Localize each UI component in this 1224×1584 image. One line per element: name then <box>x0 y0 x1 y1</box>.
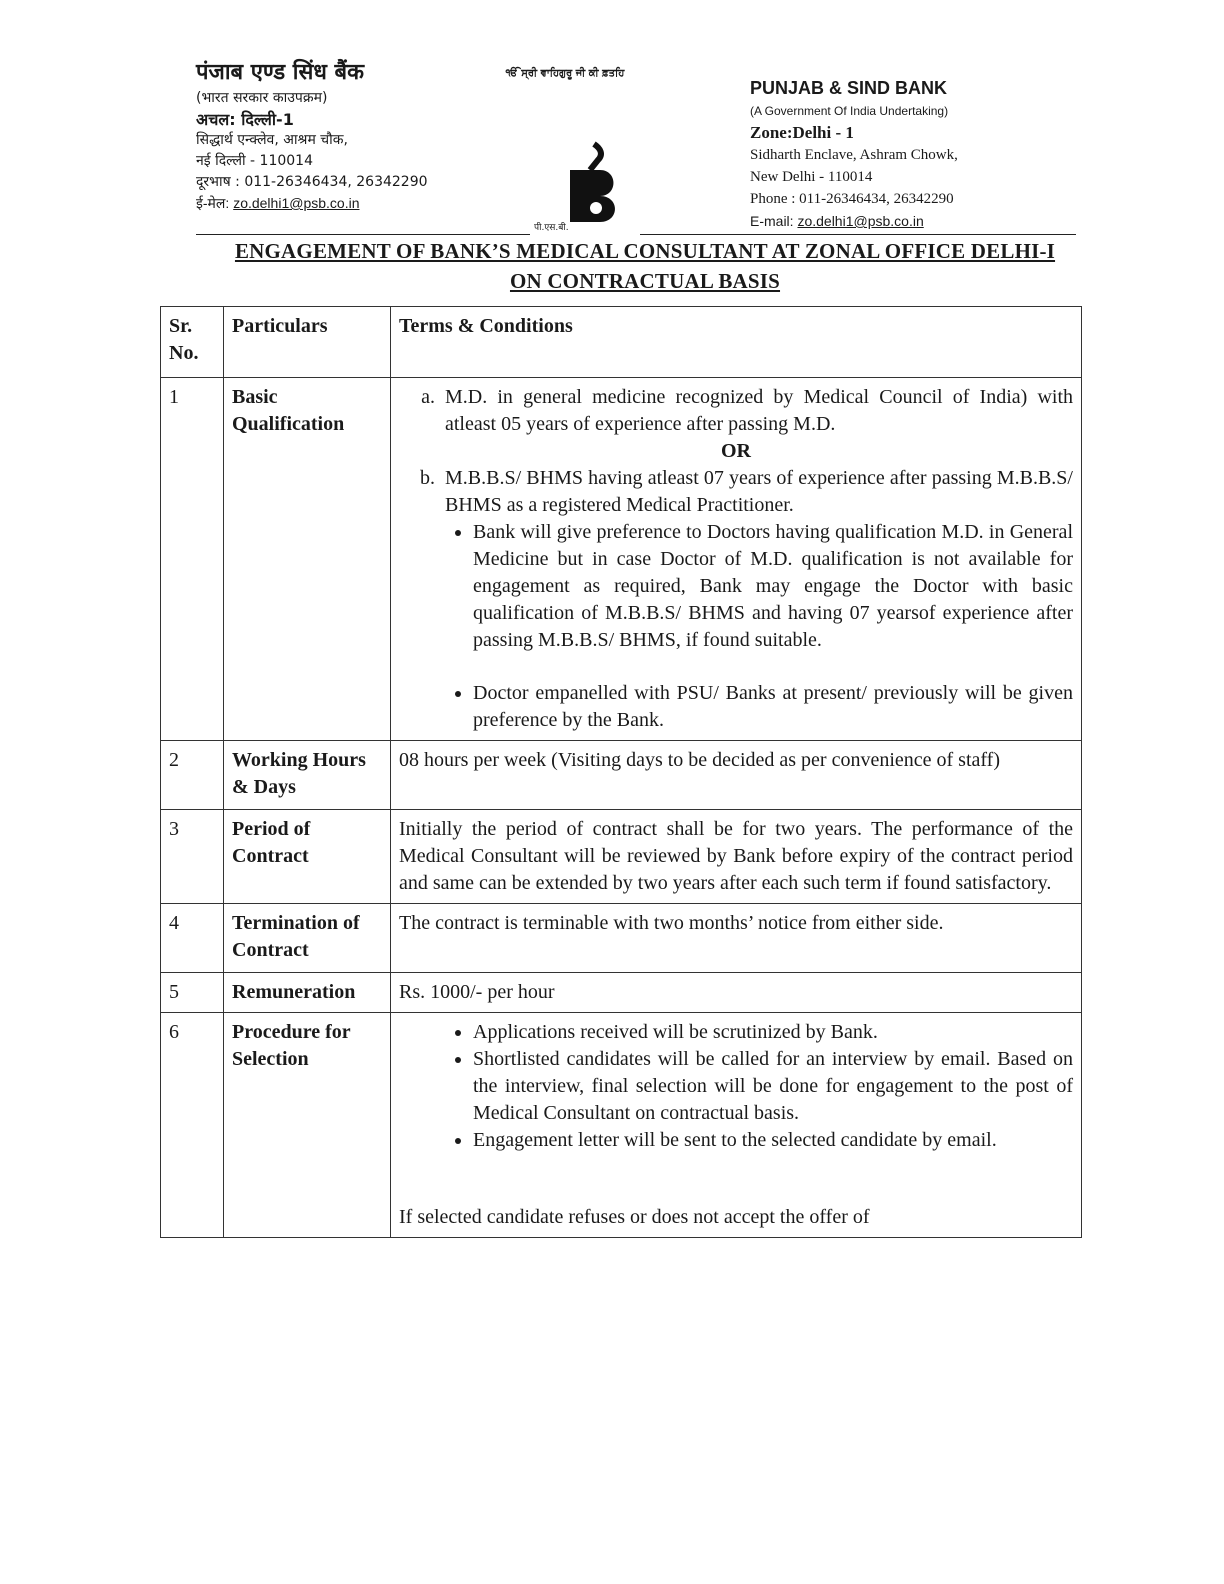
row-particular: Procedure for Selection <box>224 1013 391 1238</box>
bank-logo-area <box>480 68 650 238</box>
phone-english: Phone : 011-26346434, 26342290 <box>750 191 954 207</box>
table-row <box>161 741 1082 810</box>
row-particular: Period of Contract <box>224 810 391 904</box>
table-row <box>161 904 1082 973</box>
row-particular: Remuneration <box>224 973 391 1013</box>
row-sr: 4 <box>161 904 224 973</box>
email-label-english: E-mail: <box>750 213 794 229</box>
govt-undertaking-hindi: (भारत सरकार काउपक्रम) <box>196 90 328 106</box>
zone-hindi: अचल: दिल्ली-1 <box>196 110 294 129</box>
option-a-text: M.D. in general medicine recognized by Medical Council of India) with atleast 05 years of experience after passing M.D. <box>445 386 1073 435</box>
phone-hindi: दूरभाष : 011-26346434, 26342290 <box>196 174 428 190</box>
option-b-text: M.B.B.S/ BHMS having atleast 07 years of experience after passing M.B.B.S/ BHMS as a registered Medical Practitioner. <box>445 467 1073 516</box>
row-particular: Working Hours & Days <box>224 741 391 810</box>
english-address-block <box>750 76 1050 232</box>
row-sr: 1 <box>161 378 224 741</box>
header-rule-left <box>196 234 530 235</box>
email-row-english <box>750 210 1050 232</box>
email-english[interactable]: zo.delhi1@psb.co.in <box>797 213 924 229</box>
qualification-option-a <box>399 384 1073 438</box>
header-terms: Terms & Conditions <box>391 307 1082 378</box>
list-item: • Applications received will be scrutinized by Bank. <box>473 1019 1073 1046</box>
row-terms <box>391 1013 1082 1238</box>
email-label-hindi: ई-मेल: <box>196 195 230 211</box>
table-row <box>161 810 1082 904</box>
row-sr: 3 <box>161 810 224 904</box>
title-line-2: ON CONTRACTUAL BASIS <box>509 269 781 293</box>
or-divider: OR <box>721 440 751 462</box>
preference-notes <box>399 680 1073 734</box>
qualification-option-b <box>399 465 1073 519</box>
row-terms <box>391 378 1082 741</box>
list-item: • Bank will give preference to Doctors having qualification M.D. in General Medicine but in case Doctor of M.D. qualification is not available for engagement as required, Bank may engage the Doctor with basic qualification of M.B.B.S/ BHMS and having 07 yearsof experience after passing M.B.B.S/ BHMS, if found suitable. <box>473 519 1073 654</box>
email-hindi[interactable]: zo.delhi1@psb.co.in <box>233 195 360 211</box>
qualification-notes <box>399 519 1073 654</box>
header-particulars: Particulars <box>224 307 391 378</box>
row-terms: Initially the period of contract shall be for two years. The performance of the Medical Consultant will be reviewed by Bank before expiry of the contract period and same can be extended by two years after each such term if found satisfactory. <box>391 810 1082 904</box>
email-row-hindi <box>196 193 496 214</box>
gurmukhi-tagline: ੴ ਸ੍ਰੀ ਵਾਹਿਗੁਰੂ ਜੀ ਕੀ ਫ਼ਤਹਿ <box>505 68 625 79</box>
row-particular: Termination of Contract <box>224 904 391 973</box>
bank-name-hindi: पंजाब एण्ड सिंध बैंक <box>196 60 365 85</box>
table-row <box>161 1013 1082 1238</box>
address-line1-english: Sidharth Enclave, Ashram Chowk, <box>750 147 958 163</box>
row-sr: 6 <box>161 1013 224 1238</box>
zone-english: Zone:Delhi - 1 <box>750 123 854 142</box>
table-header-row <box>161 307 1082 378</box>
option-b-label: b. <box>420 467 435 489</box>
row-particular: Basic Qualification <box>224 378 391 741</box>
row-sr: 5 <box>161 973 224 1013</box>
address-line2-english: New Delhi - 110014 <box>750 169 873 185</box>
header-sr-no: Sr. No. <box>161 307 224 378</box>
selection-procedure-list <box>399 1019 1073 1154</box>
row-sr: 2 <box>161 741 224 810</box>
title-line-1: ENGAGEMENT OF BANK’S MEDICAL CONSULTANT AT ZONAL OFFICE DELHI-I <box>234 239 1056 263</box>
row-terms: The contract is terminable with two months’ notice from either side. <box>391 904 1082 973</box>
selection-trailing-text: If selected candidate refuses or does not accept the offer of <box>399 1206 870 1228</box>
row-terms: Rs. 1000/- per hour <box>391 973 1082 1013</box>
hindi-address-block <box>196 58 496 214</box>
bank-logo-icon <box>564 140 620 224</box>
logo-caption: पी.एस.बी. <box>534 223 569 233</box>
letterhead <box>0 52 1224 242</box>
list-item: • Shortlisted candidates will be called for an interview by email. Based on the interview, final selection will be done for engagement to the post of Medical Consultant on contractual basis. <box>473 1046 1073 1127</box>
document-title <box>170 236 1120 296</box>
table-row <box>161 378 1082 741</box>
option-a-label: a. <box>421 386 435 408</box>
list-item: • Engagement letter will be sent to the selected candidate by email. <box>473 1127 1073 1154</box>
terms-table <box>160 306 1082 1238</box>
bank-name-english: PUNJAB & SIND BANK <box>750 78 948 98</box>
address-line1-hindi: सिद्धार्थ एन्क्लेव, आश्रम चौक, <box>196 132 349 148</box>
list-item: • Doctor empanelled with PSU/ Banks at present/ previously will be given preference by the Bank. <box>473 680 1073 734</box>
header-rule-right <box>640 234 1076 235</box>
address-line2-hindi: नई दिल्ली - 110014 <box>196 153 313 169</box>
table-row <box>161 973 1082 1013</box>
govt-undertaking-english: (A Government Of India Undertaking) <box>750 104 949 118</box>
row-terms: 08 hours per week (Visiting days to be decided as per convenience of staff) <box>391 741 1082 810</box>
